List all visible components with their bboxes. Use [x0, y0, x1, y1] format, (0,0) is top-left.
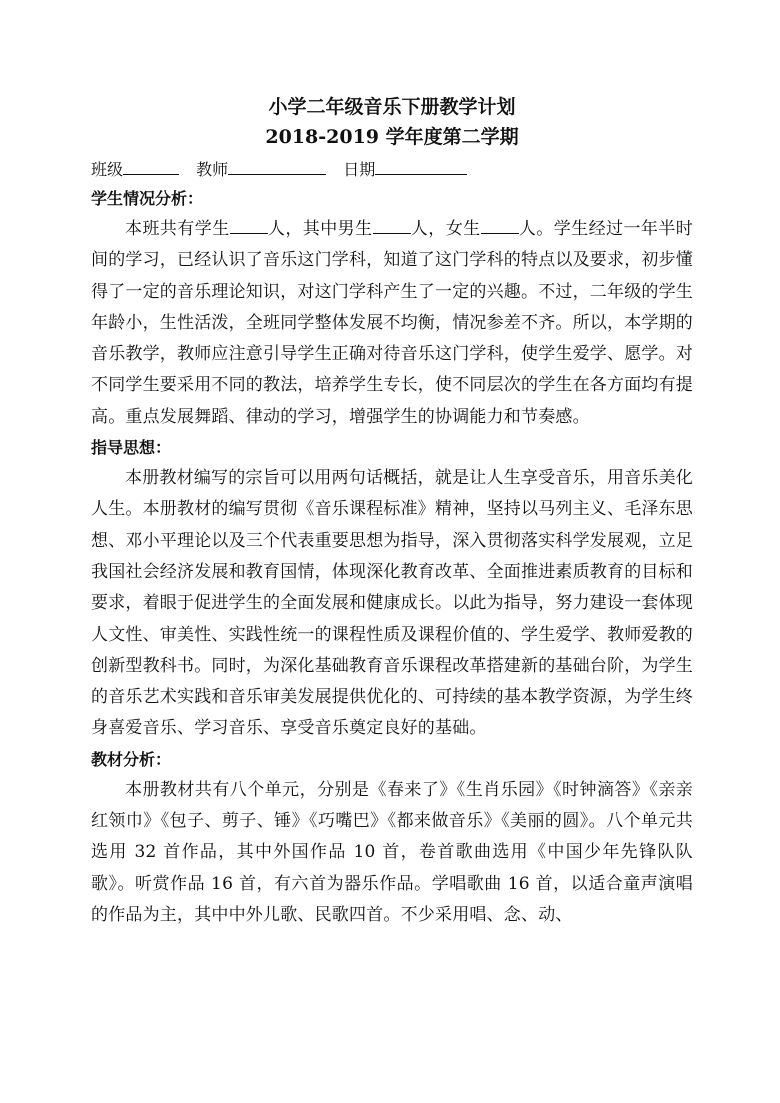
- girls-blank: [481, 219, 519, 234]
- class-blank: [123, 159, 179, 175]
- total-students-blank: [230, 219, 268, 234]
- document-page: [91, 92, 693, 931]
- teacher-label: 教师: [196, 160, 229, 179]
- header-fields: [91, 156, 693, 184]
- class-label: 班级: [91, 160, 124, 179]
- date-label: 日期: [343, 160, 376, 179]
- date-blank: [375, 159, 467, 175]
- section-heading-students: 学生情况分析：: [91, 189, 204, 208]
- document-title: 小学二年级音乐下册教学计划: [268, 96, 516, 118]
- document-subtitle: 2018-2019 学年度第二学期: [265, 126, 519, 148]
- section-paragraph-students: 本班共有学生 人，其中男生 人，女生 人。学生经过一年半时间的学习，已经认识了音乐这门学科，知道了这门学科的特点以及要求，初步懂得了一定的音乐理论知识，对这门学科产生了一定的兴趣。不过，二年级的学生年龄小，生性活泼，全班同学整体发展不均衡，情况参差不齐。所以，本学期的音乐教学，教师应注意引导学生正确对待音乐这门学科，使学生爱学、愿学。对不同学生要采用不同的教法，培养学生专长，使不同层次的学生在各方面均有提高。重点发展舞蹈、律动的学习，增强学生的协调能力和节奏感。: [91, 219, 693, 427]
- section-heading-guiding: 指导思想：: [91, 438, 172, 458]
- section-paragraph-materials: 本册教材共有八个单元，分别是《春来了》《生肖乐园》《时钟滴答》《亲亲红领巾》《包子、剪子、锤》《巧嘴巴》《都来做音乐》《美丽的圆》。八个单元共选用 32 首作品，其中外国作品 10 首，卷首歌曲选用《中国少年先锋队队歌》。听赏作品 16 首，有六首为器乐作品。学唱歌曲 16 首，以适合童声演唱的作品为主，其中中外儿歌、民歌四首。不少采用唱、念、动、: [91, 779, 693, 925]
- teacher-blank: [228, 159, 326, 175]
- section-heading-materials: 教材分析：: [91, 749, 172, 769]
- boys-blank: [373, 219, 411, 234]
- section-paragraph-guiding: 本册教材编写的宗旨可以用两句话概括，就是让人生享受音乐，用音乐美化人生。本册教材的编写贯彻《音乐课程标准》精神，坚持以马列主义、毛泽东思想、邓小平理论以及三个代表重要思想为指导，深入贯彻落实科学发展观，立足我国社会经济发展和教育国情，体现深化教育改革、全面推进素质教育的目标和要求，着眼于促进学生的全面发展和健康成长。以此为指导，努力建设一套体现人文性、审美性、实践性统一的课程性质及课程价值的、学生爱学、教师爱教的创新型教科书。同时，为深化基础教育音乐课程改革搭建新的基础台阶，为学生的音乐艺术实践和音乐审美发展提供优化的、可持续的基本教学资源，为学生终身喜爱音乐、学习音乐、享受音乐奠定良好的基础。: [91, 468, 693, 739]
